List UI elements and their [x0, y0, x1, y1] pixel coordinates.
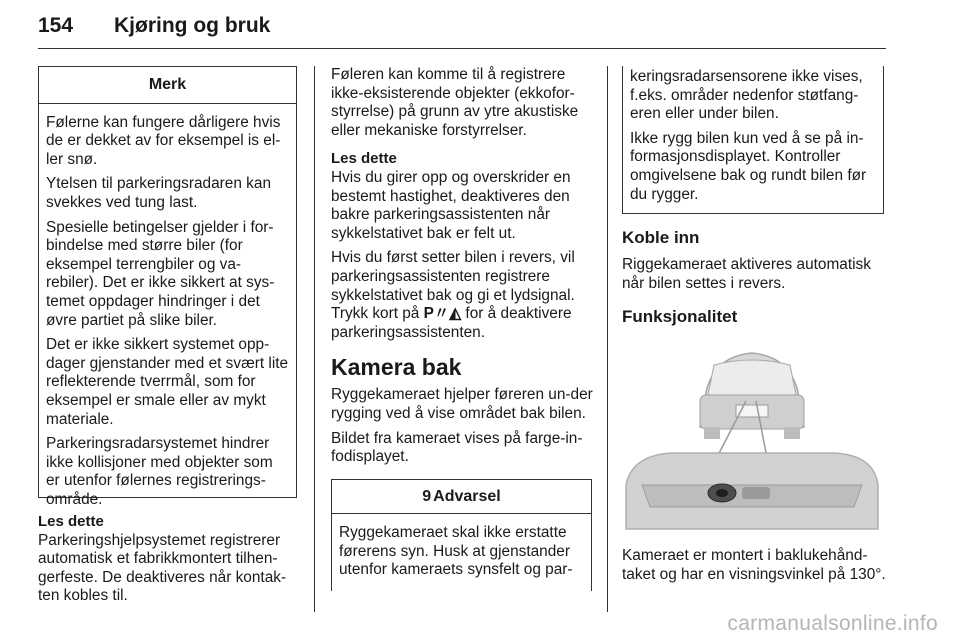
column-divider-2 — [607, 66, 608, 612]
camera-text-1: Ryggekameraet hjelper føreren un-der rygging ved å vise området bak bilen. — [331, 386, 593, 422]
warning-continued-text-1: keringsradarsensorene ikke vises, f.eks. områder nedenfor støtfang-eren eller under bilen. — [630, 68, 863, 123]
header-rule — [38, 48, 886, 49]
park-assist-button-icon: P〃◭ — [423, 305, 462, 323]
trailer-text: Parkeringshjelpsystemet registrerer automatisk et fabrikkmontert tilhen-gerfeste. De deaktiveres når kontak-ten kobles til. — [38, 531, 287, 605]
bike-rack-text-1: Hvis du girer opp og overskrider en bestemt hastighet, deaktiveres den bakre parkeringsassistenten når sykkelstativet bak er felt ut. — [331, 168, 571, 242]
column-divider-1 — [314, 66, 315, 612]
note-paragraph: Spesielle betingelser gjelder i for-bindelse med større biler (for eksempel terrengbiler og va-rebiler). Det er ikke sikkert at sys-temet oppdager hindringer i det øvre partiet på slike biler. — [46, 218, 275, 329]
warning-continued-text-2: Ikke rygg bilen kun ved å se på in-formasjonsdisplayet. Kontroller omgivelsene bak og rundt bilen før du rygger. — [630, 129, 867, 203]
note-paragraph: Følerne kan fungere dårligere hvis de er dekket av for eksempel is el-ler snø. — [46, 113, 281, 168]
bike-rack-text-2a: Hvis du først setter bilen i revers, vil parkeringsassistenten registrere sykkelstativet bak og gi et lydsignal. Trykk kort på — [331, 249, 575, 323]
note-box — [38, 66, 297, 508]
note-body — [39, 104, 296, 522]
les-dette-subhead: Les dette — [38, 513, 104, 530]
page-header — [38, 10, 886, 50]
note-paragraph: Ytelsen til parkeringsradaren kan svekkes ved tung last. — [46, 175, 271, 211]
warning-continued-body — [623, 66, 883, 216]
bike-rack-text-2 — [331, 249, 593, 342]
car-rear-camera-image — [622, 335, 882, 535]
camera-location-illustration — [622, 335, 882, 535]
section-title-activate: Koble inn — [622, 228, 700, 247]
warning-heading-text: Advarsel — [433, 487, 501, 505]
trailer-note — [38, 513, 300, 606]
column-3 — [622, 66, 886, 590]
watermark: carmanualsonline.info — [727, 612, 938, 635]
note-paragraph: Parkeringsradarsystemet hindrer ikke kollisjoner med objekter som er utenfor følernes registrerings-område. — [46, 435, 273, 508]
warning-box-continued — [622, 66, 884, 214]
column-2 — [331, 66, 593, 591]
page-title: Kjøring og bruk — [114, 14, 271, 37]
camera-caption: Kameraet er montert i baklukehånd-taket og har en visningsvinkel på 130°. — [622, 547, 886, 583]
warning-body — [332, 514, 591, 592]
warning-text: Ryggekameraet skal ikke erstatte førerens syn. Husk at gjenstander utenfor kameraets synsfelt og par- — [339, 524, 573, 579]
note-paragraph: Det er ikke sikkert systemet opp-dager gjenstander med et svært lite reflekterende tverrmål, som for eksempel er smale eller av mykt materiale. — [46, 336, 289, 428]
column-1 — [38, 66, 300, 612]
activate-text: Riggekameraet aktiveres automatisk når bilen settes i revers. — [622, 256, 871, 292]
warning-heading — [332, 480, 591, 515]
les-dette-subhead-2: Les dette — [331, 150, 397, 168]
sensor-intro: Føleren kan komme til å registrere ikke-eksisterende objekter (ekkofor-styrrelse) på grunn av ytre akustiske eller mekaniske forstyrrelser. — [331, 66, 579, 139]
bike-rack-text-2b: for å deaktivere parkeringsassistenten. — [331, 305, 572, 341]
page-number: 154 — [38, 14, 74, 37]
note-heading: Merk — [39, 67, 296, 104]
camera-text-2: Bildet fra kameraet vises på farge-in-fodisplayet. — [331, 429, 583, 466]
warning-box — [331, 479, 592, 591]
warning-icon: 9 — [422, 487, 432, 505]
section-title-camera: Kamera bak — [331, 354, 462, 381]
section-title-function: Funksjonalitet — [622, 307, 738, 327]
